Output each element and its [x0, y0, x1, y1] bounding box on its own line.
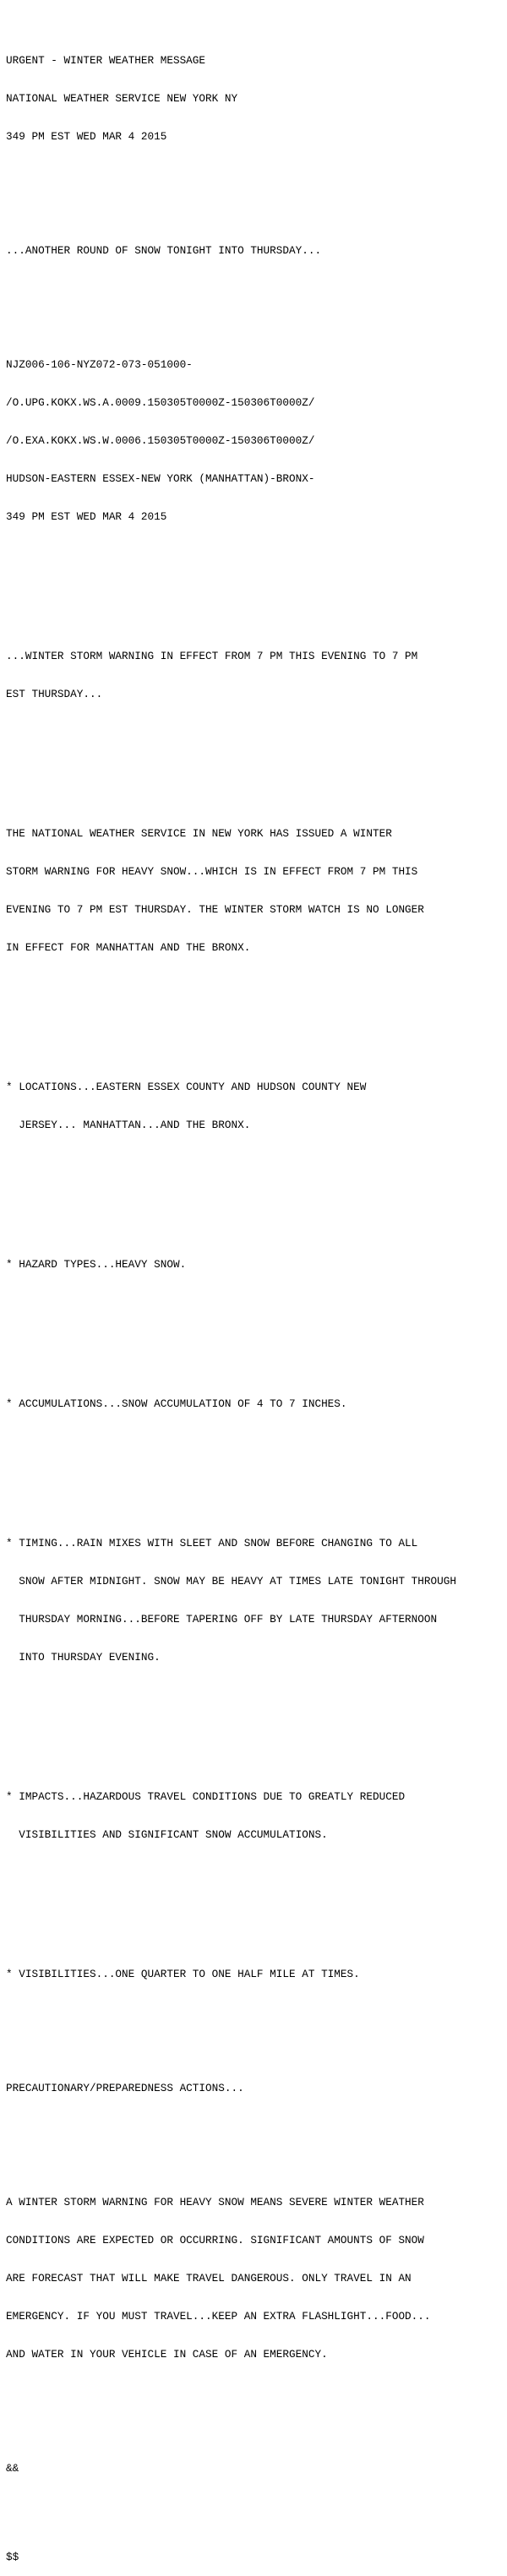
bullet-line: INTO THURSDAY EVENING.	[6, 1651, 161, 1664]
precautionary-heading: PRECAUTIONARY/PREPAREDNESS ACTIONS...	[6, 2082, 244, 2094]
blank-line	[6, 1714, 456, 1727]
vtec-upgrade-line: /O.UPG.KOKX.WS.A.0009.150305T0000Z-150306T0000Z/	[6, 396, 315, 409]
message-type-line: URGENT - WINTER WEATHER MESSAGE	[6, 54, 206, 67]
bullet-line: * HAZARD TYPES...HEAVY SNOW.	[6, 1258, 187, 1271]
blank-line	[6, 193, 456, 206]
blank-line	[6, 751, 456, 764]
bullet-line: * IMPACTS...HAZARDOUS TRAVEL CONDITIONS DUE TO GREATLY REDUCED	[6, 1790, 406, 1803]
zone-block	[6, 333, 456, 548]
vtec-extension-line: /O.EXA.KOKX.WS.W.0006.150305T0000Z-150306T0000Z/	[6, 434, 315, 447]
bullet-line: * TIMING...RAIN MIXES WITH SLEET AND SNOW BEFORE CHANGING TO ALL	[6, 1537, 418, 1549]
bullet-line: VISIBILITIES AND SIGNIFICANT SNOW ACCUMULATIONS.	[6, 1828, 328, 1841]
paragraph-line: EMERGENCY. IF YOU MUST TRAVEL...KEEP AN EXTRA FLASHLIGHT...FOOD...	[6, 2310, 431, 2323]
blank-line	[6, 1892, 456, 1904]
message-terminator: $$	[6, 2551, 19, 2563]
paragraph-line: THE NATIONAL WEATHER SERVICE IN NEW YORK HAS ISSUED A WINTER	[6, 827, 392, 840]
blank-line	[6, 1182, 456, 1195]
blank-line	[6, 282, 456, 295]
bullet-line: SNOW AFTER MIDNIGHT. SNOW MAY BE HEAVY AT TIMES LATE TONIGHT THROUGH	[6, 1575, 456, 1588]
bullet-line: JERSEY... MANHATTAN...AND THE BRONX.	[6, 1119, 251, 1131]
warning-headline-line: ...WINTER STORM WARNING IN EFFECT FROM 7 PM THIS EVENING TO 7 PM	[6, 650, 418, 662]
end-marker: &&	[6, 2462, 19, 2475]
precautionary-paragraph	[6, 2170, 456, 2386]
paragraph-line: STORM WARNING FOR HEAVY SNOW...WHICH IS IN EFFECT FROM 7 PM THIS	[6, 865, 418, 878]
bullet-timing	[6, 1511, 456, 1689]
bullet-line: THURSDAY MORNING...BEFORE TAPERING OFF BY LATE THURSDAY AFTERNOON	[6, 1613, 438, 1626]
bullet-line: * ACCUMULATIONS...SNOW ACCUMULATION OF 4 TO 7 INCHES.	[6, 1397, 347, 1410]
paragraph-line: A WINTER STORM WARNING FOR HEAVY SNOW MEANS SEVERE WINTER WEATHER	[6, 2196, 424, 2208]
paragraph-line: EVENING TO 7 PM EST THURSDAY. THE WINTER STORM WATCH IS NO LONGER	[6, 903, 424, 916]
paragraph-line: CONDITIONS ARE EXPECTED OR OCCURRING. SIGNIFICANT AMOUNTS OF SNOW	[6, 2234, 424, 2247]
blank-line	[6, 2411, 456, 2424]
warning-headline-line: EST THURSDAY...	[6, 688, 103, 700]
blank-line	[6, 2120, 456, 2132]
warning-headline	[6, 624, 456, 726]
issue-time-line: 349 PM EST WED MAR 4 2015	[6, 130, 167, 143]
blank-line	[6, 2031, 456, 2044]
blank-line	[6, 1321, 456, 1334]
bullet-hazard-types	[6, 1233, 456, 1296]
bullet-accumulations	[6, 1372, 456, 1435]
weather-message-document	[6, 3, 456, 2576]
bullet-line: * VISIBILITIES...ONE QUARTER TO ONE HALF MILE AT TIMES.	[6, 1968, 360, 1980]
blank-line	[6, 2500, 456, 2513]
message-header	[6, 29, 456, 168]
issuing-office-line: NATIONAL WEATHER SERVICE NEW YORK NY	[6, 92, 238, 105]
zone-issue-time-line: 349 PM EST WED MAR 4 2015	[6, 510, 167, 523]
paragraph-line: ARE FORECAST THAT WILL MAKE TRAVEL DANGEROUS. ONLY TRAVEL IN AN	[6, 2272, 412, 2285]
blank-line	[6, 574, 456, 586]
blank-line	[6, 1005, 456, 1017]
message-headline: ...ANOTHER ROUND OF SNOW TONIGHT INTO THURSDAY...	[6, 244, 322, 257]
paragraph-line: AND WATER IN YOUR VEHICLE IN CASE OF AN EMERGENCY.	[6, 2348, 328, 2361]
bullet-locations	[6, 1055, 456, 1157]
intro-paragraph	[6, 802, 456, 979]
bullet-line: * LOCATIONS...EASTERN ESSEX COUNTY AND HUDSON COUNTY NEW	[6, 1081, 367, 1093]
paragraph-line: IN EFFECT FOR MANHATTAN AND THE BRONX.	[6, 941, 251, 954]
zone-codes-line: NJZ006-106-NYZ072-073-051000-	[6, 358, 193, 371]
zone-names-line: HUDSON-EASTERN ESSEX-NEW YORK (MANHATTAN)-BRONX-	[6, 472, 315, 485]
bullet-visibilities	[6, 1942, 456, 2006]
bullet-impacts	[6, 1765, 456, 1866]
blank-line	[6, 1461, 456, 1473]
